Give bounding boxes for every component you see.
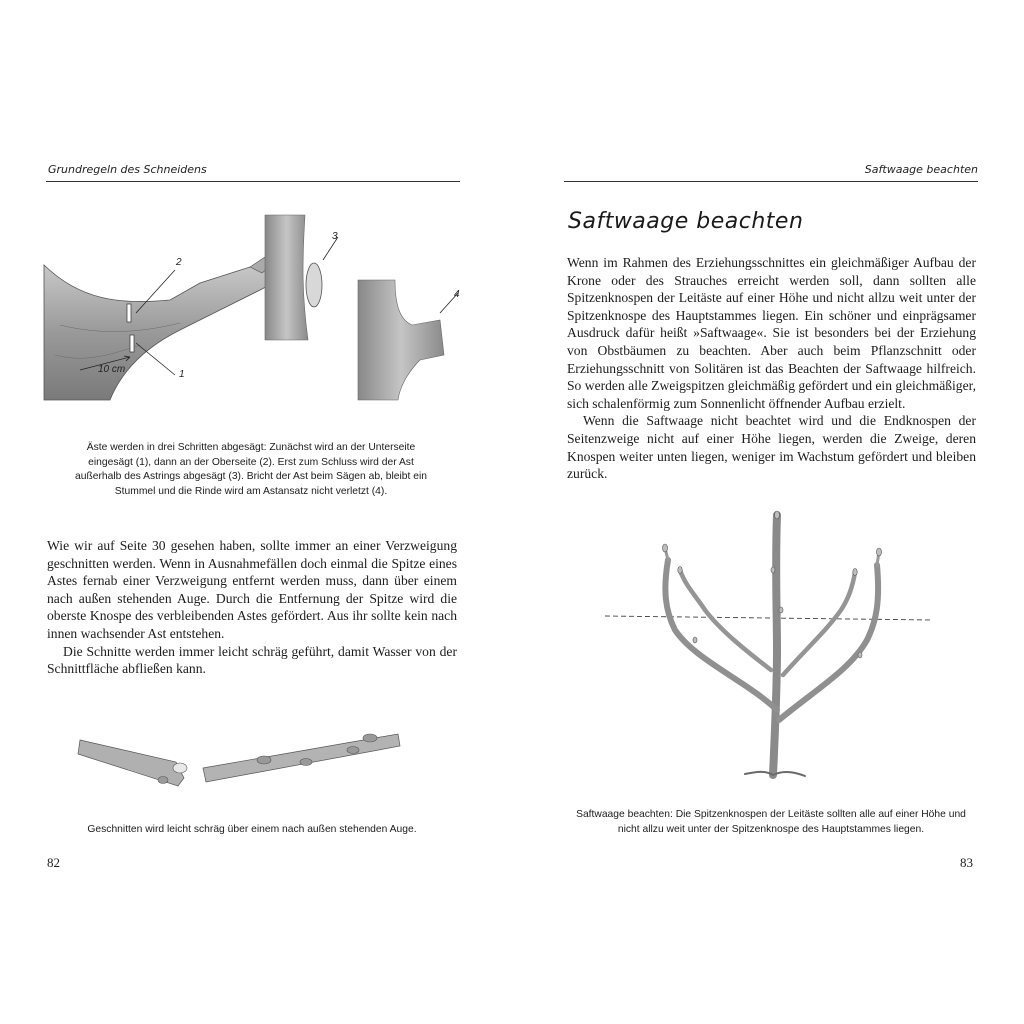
twig-cut-illustration (78, 730, 408, 800)
label-cut-4: 4 (454, 289, 460, 300)
running-head-right: Saftwaage beachten (864, 163, 978, 176)
twig-cut-piece (78, 740, 187, 786)
page-number-left: 82 (47, 855, 60, 870)
tree-drawing (665, 515, 879, 776)
trunk-branch-drawing (44, 247, 288, 400)
label-cut-3: 3 (332, 231, 338, 242)
label-cut-1: 1 (179, 369, 185, 380)
figure-caption-top: Äste werden in drei Schritten abgesägt: Zunächst wird an der Unterseite eingesägt (1), dann an der Oberseite (2). Erst zum Schluss wird der Ast außerhalb des Astrings abgesägt (3). Bricht der Ast beim Sägen ab, bleibt ein Stummel und die Rinde wird am Astansatz nicht verletzt (4). (74, 442, 427, 497)
body-text-right (567, 254, 976, 483)
figure-caption-right: Saftwaage beachten: Die Spitzenknospen der Leitäste sollten alle auf einer Höhe und nicht allzu weit unter der Spitzenknospe des Hauptstammes liegen. (576, 809, 966, 835)
tree-buds (663, 511, 882, 658)
trunk-stub-drawing (358, 280, 460, 400)
label-cut-2: 2 (176, 257, 182, 268)
running-head-left: Grundregeln des Schneidens (48, 163, 207, 176)
header-rule-right (564, 181, 978, 182)
paragraph: Wenn im Rahmen des Erziehungsschnittes ein gleichmäßiger Aufbau der Krone oder des Strauches erreicht werden soll, dann sollten alle Spitzenknospen der Leitäste auf einer Höhe und nicht allzu weit unter der Spitzenknospe des Hauptstammes liegen. Ein schöner und einprägsamer Ausdruck dafür heißt »Saftwaage«. Sie ist besonders bei der Erziehung von Obstbäumen zu beachten. Aber auch beim Pflanzschnitt oder Erziehungsschnitt von Solitären ist das Beachten der Saftwaage hilfreich. So werden alle Zweigspitzen gleichmäßig gefördert und ein gleichmäßiger, sich schalenförmig zum Sonnenlicht öffnender Aufbau erzielt. (567, 255, 977, 411)
branch-sawing-illustration (40, 205, 480, 405)
label-distance: 10 cm (98, 364, 126, 375)
paragraph: Die Schnitte werden immer leicht schräg geführt, damit Wasser von der Schnittfläche abfließen kann. (47, 643, 457, 677)
tree-sap-level-illustration (605, 510, 945, 780)
paragraph: Wenn die Saftwaage nicht beachtet wird und die Endknospen der Seitenzweige nicht auf einer Höhe liegen, werden die Zweige, deren Knospen weiter unten liegen, weniger im Wachstum gefördert und bleiben zurück. (567, 413, 976, 482)
sap-level-line (605, 616, 933, 620)
header-rule-left (46, 181, 460, 182)
trunk-clean-cut-drawing (265, 215, 338, 340)
page-number-right: 83 (960, 855, 973, 870)
paragraph: Wie wir auf Seite 30 gesehen haben, sollte immer an einer Verzweigung geschnitten werden. Wenn in Ausnahmefällen doch einmal die Spitze eines Astes fernab einer Verzweigung entfernt werden muss, dann über einem nach außen stehenden Auge. Durch die Entfernung der Spitze wird die oberste Knospe des verbleibenden Astes gefördert. Aus ihr sollte kein nach innen wachsender Ast entstehen. (47, 538, 457, 641)
figure-caption-bottom: Geschnitten wird leicht schräg über einem nach außen stehenden Auge. (87, 824, 417, 835)
twig-remaining-branch (203, 734, 400, 782)
body-text-left (47, 537, 457, 678)
chapter-title: Saftwaage beachten (568, 209, 804, 234)
